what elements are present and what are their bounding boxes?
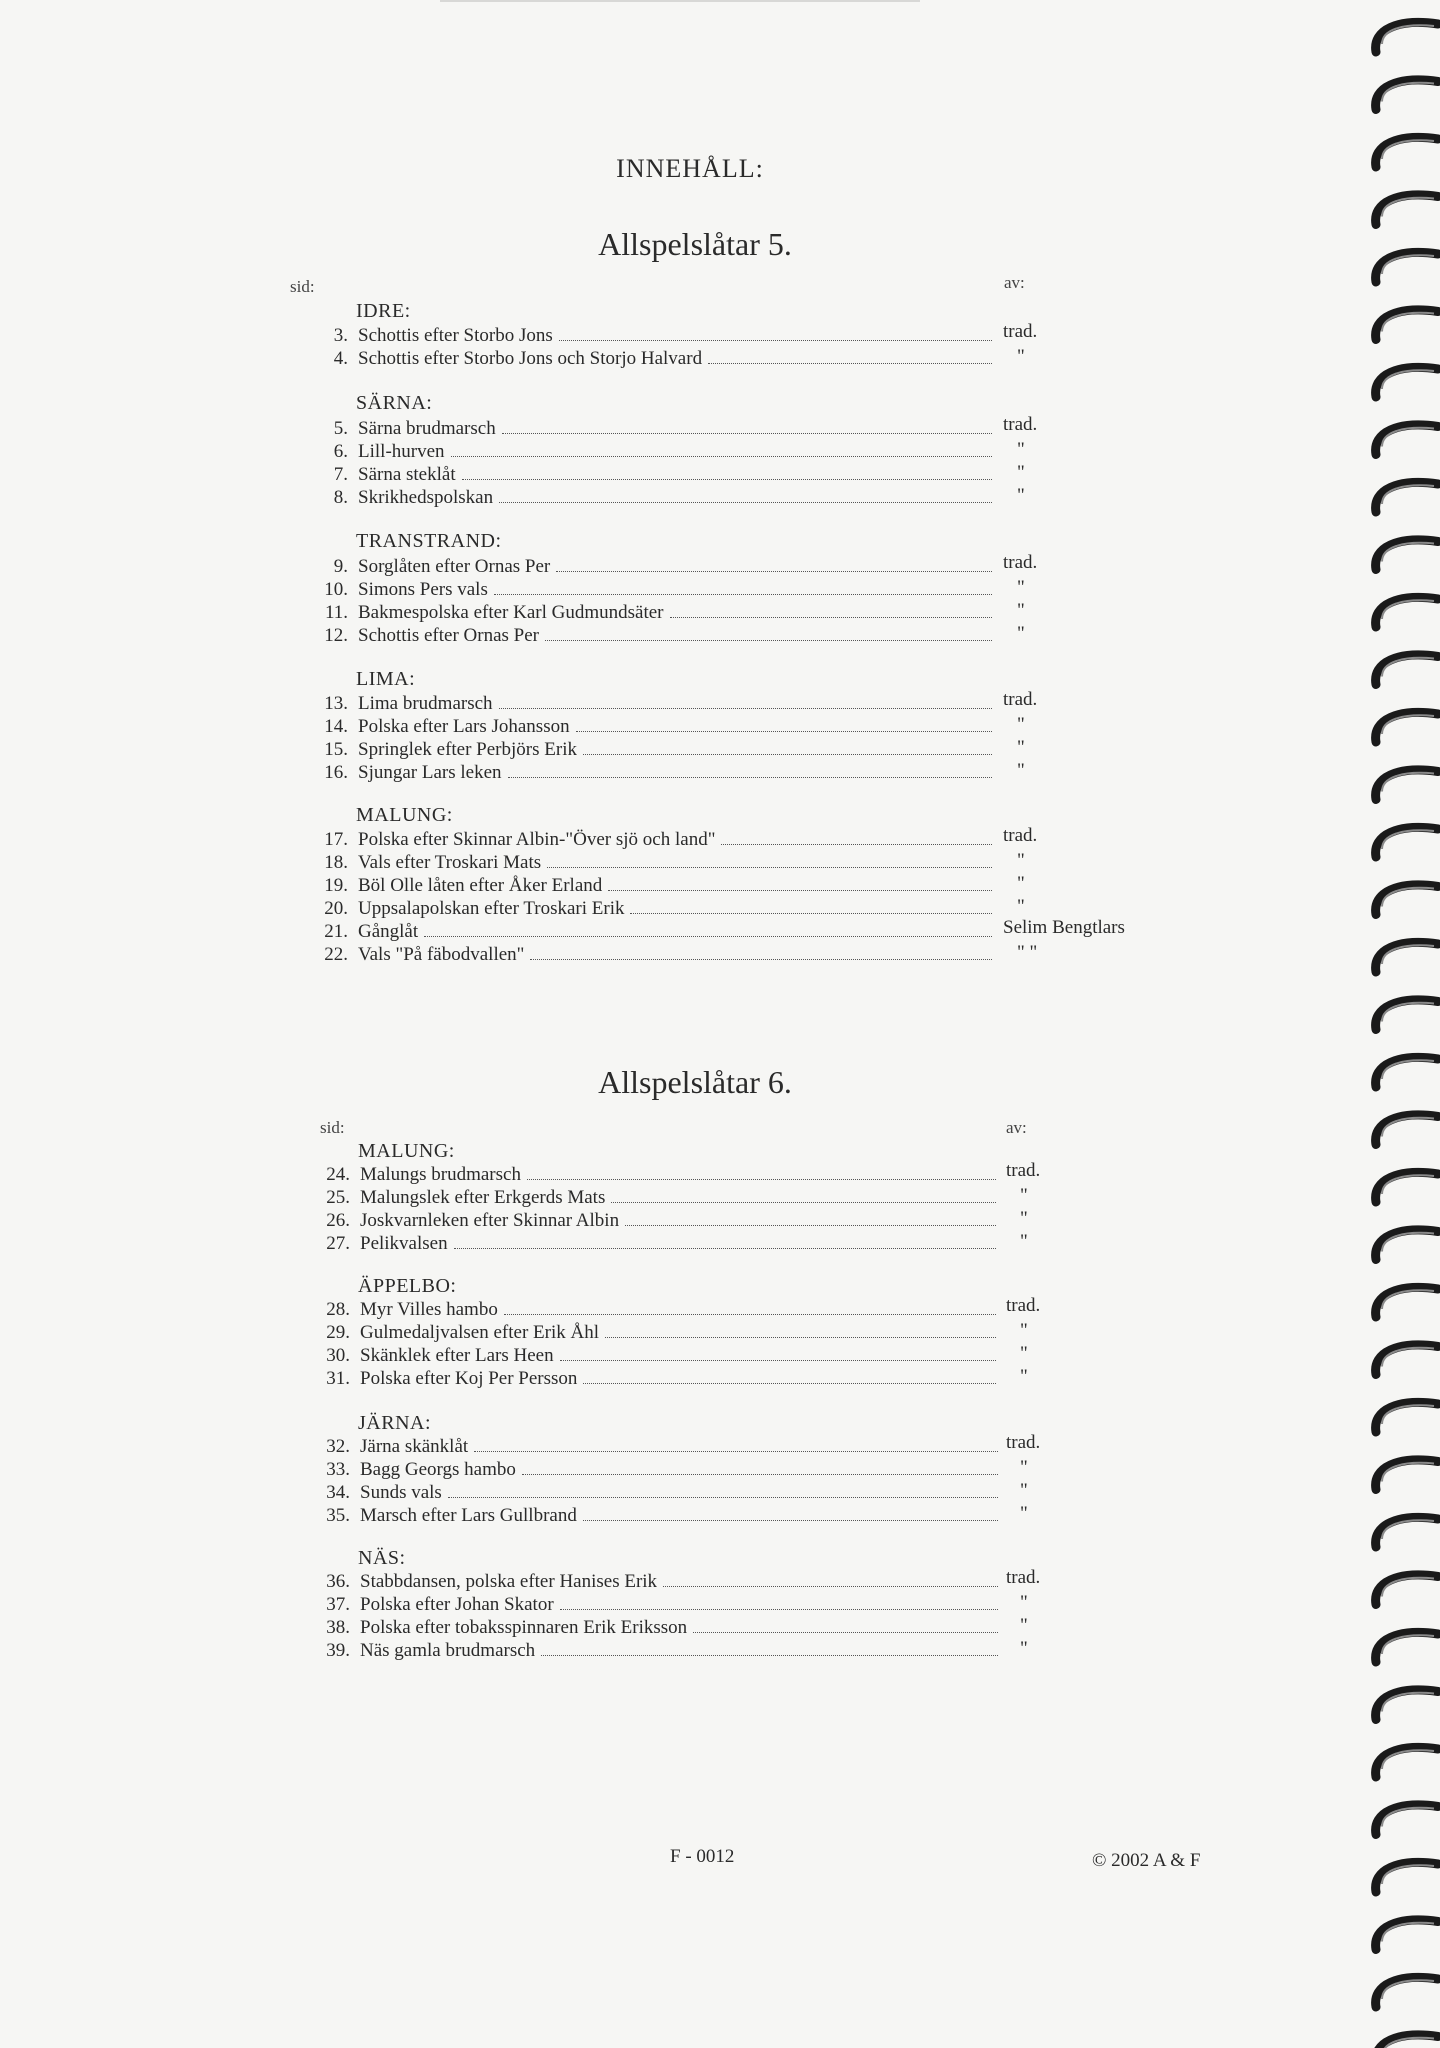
- dot-leader: [556, 571, 992, 572]
- page-number: 16.: [324, 762, 348, 783]
- tune-title-line: [360, 1481, 998, 1505]
- page-number: 29.: [326, 1322, 350, 1343]
- tune-title: Vals "På fäbodvallen": [358, 944, 525, 965]
- tune-title: Sunds vals: [360, 1482, 442, 1503]
- dot-leader: [527, 1179, 996, 1180]
- tune-title: Näs gamla brudmarsch: [360, 1640, 536, 1661]
- tune-title: Skänklek efter Lars Heen: [360, 1345, 554, 1366]
- dot-leader: [547, 867, 992, 868]
- contents-heading: INNEHÅLL:: [616, 154, 764, 183]
- region-heading: SÄRNA:: [356, 392, 433, 414]
- tune-title: Polska efter tobaksspinnaren Erik Eriksson: [360, 1617, 688, 1638]
- page-number: 27.: [326, 1233, 350, 1254]
- tune-title-line: [360, 1344, 996, 1368]
- page-number: 8.: [333, 487, 348, 508]
- page-number: 32.: [326, 1436, 350, 1457]
- tune-title: Pelikvalsen: [360, 1233, 448, 1254]
- tune-title: Gånglåt: [358, 921, 419, 942]
- dot-leader: [474, 1451, 998, 1452]
- toc-entry: [310, 486, 992, 510]
- tune-title: Polska efter Johan Skator: [360, 1594, 554, 1615]
- book-title: Allspelslåtar 6.: [598, 1064, 792, 1100]
- dot-leader: [499, 708, 992, 709]
- tune-title: Särna steklåt: [358, 464, 456, 485]
- page-number: 31.: [326, 1368, 350, 1389]
- tune-title: Polska efter Skinnar Albin-"Över sjö och land": [358, 829, 716, 850]
- attribution: ": [1020, 1503, 1028, 1524]
- tune-title: Vals efter Troskari Mats: [358, 852, 542, 873]
- tune-title-line: [360, 1435, 998, 1459]
- page-number: 38.: [326, 1617, 350, 1638]
- toc-entry: [310, 692, 992, 716]
- attribution: ": [1020, 1366, 1028, 1387]
- tune-title: Särna brudmarsch: [358, 418, 496, 439]
- attribution: ": [1017, 600, 1025, 621]
- tune-title-line: [360, 1639, 998, 1663]
- spiral-coil: [1376, 2035, 1438, 2048]
- tune-title-line: [358, 738, 992, 762]
- toc-entry: [310, 324, 992, 348]
- tune-title-line: [360, 1186, 996, 1210]
- region-heading: NÄS:: [358, 1547, 406, 1569]
- tune-title-line: [358, 624, 992, 648]
- attribution: ": [1017, 485, 1025, 506]
- page-number: 33.: [326, 1459, 350, 1480]
- tune-title: Joskvarnleken efter Skinnar Albin: [360, 1210, 620, 1231]
- attribution: ": [1017, 439, 1025, 460]
- av-column-label: av:: [1004, 273, 1025, 292]
- tune-title-line: [360, 1163, 996, 1187]
- page-number: 4.: [333, 348, 348, 369]
- tune-title-line: [358, 486, 992, 510]
- sid-column-label: sid:: [320, 1118, 345, 1137]
- toc-entry: [310, 347, 992, 371]
- page-number: 26.: [326, 1210, 350, 1231]
- tune-title: Lill-hurven: [358, 441, 445, 462]
- dot-leader: [451, 456, 992, 457]
- toc-entry: [312, 1435, 998, 1459]
- dot-leader: [502, 433, 992, 434]
- dot-leader: [448, 1497, 998, 1498]
- attribution: ": [1017, 462, 1025, 483]
- tune-title-line: [360, 1570, 998, 1594]
- toc-entry: [312, 1458, 998, 1482]
- tune-title: Schottis efter Ornas Per: [358, 625, 539, 646]
- region-heading: MALUNG:: [358, 1140, 455, 1162]
- attribution: ": [1020, 1457, 1028, 1478]
- spiral-binding: [1368, 0, 1440, 2048]
- tune-title-line: [358, 601, 992, 625]
- attribution: ": [1020, 1320, 1028, 1341]
- attribution: ": [1020, 1208, 1028, 1229]
- tune-title: Polska efter Lars Johansson: [358, 716, 570, 737]
- dot-leader: [508, 777, 992, 778]
- region-heading: LIMA:: [356, 668, 416, 690]
- tune-title-line: [358, 874, 992, 898]
- dot-leader: [605, 1337, 996, 1338]
- tune-title: Gulmedaljvalsen efter Erik Åhl: [360, 1322, 600, 1343]
- toc-entry: [310, 578, 992, 602]
- tune-title-line: [360, 1298, 996, 1322]
- tune-title-line: [358, 463, 992, 487]
- tune-title: Malungslek efter Erkgerds Mats: [360, 1187, 606, 1208]
- toc-entry: [310, 943, 992, 967]
- toc-entry: [310, 920, 992, 944]
- tune-title-line: [358, 828, 992, 852]
- attribution: trad.: [1006, 1432, 1041, 1453]
- tune-title: Schottis efter Storbo Jons: [358, 325, 553, 346]
- page-number: 9.: [333, 556, 348, 577]
- page-number: 5.: [333, 418, 348, 439]
- page-number: 37.: [326, 1594, 350, 1615]
- toc-entry: [312, 1321, 996, 1345]
- attribution: " ": [1017, 942, 1038, 963]
- dot-leader: [545, 640, 992, 641]
- page-number: 21.: [324, 921, 348, 942]
- attribution: trad.: [1006, 1567, 1041, 1588]
- tune-title: Sjungar Lars leken: [358, 762, 502, 783]
- page-number: 34.: [326, 1482, 350, 1503]
- tune-title-line: [358, 555, 992, 579]
- page-number: 14.: [324, 716, 348, 737]
- toc-entry: [310, 828, 992, 852]
- dot-leader: [560, 1360, 996, 1361]
- dot-leader: [499, 502, 992, 503]
- page-number: 3.: [333, 325, 348, 346]
- attribution: trad.: [1003, 552, 1038, 573]
- toc-entry: [310, 874, 992, 898]
- tune-title-line: [360, 1321, 996, 1345]
- toc-entry: [310, 417, 992, 441]
- dot-leader: [462, 479, 992, 480]
- tune-title: Lima brudmarsch: [358, 693, 493, 714]
- toc-entry: [312, 1298, 996, 1322]
- toc-entry: [310, 851, 992, 875]
- dot-leader: [663, 1586, 998, 1587]
- dot-leader: [693, 1632, 998, 1633]
- tune-title: Uppsalapolskan efter Troskari Erik: [358, 898, 625, 919]
- toc-entry: [312, 1232, 996, 1256]
- tune-title-line: [360, 1367, 996, 1391]
- attribution: ": [1017, 896, 1025, 917]
- tune-title: Myr Villes hambo: [360, 1299, 498, 1320]
- attribution: ": [1017, 873, 1025, 894]
- toc-entry: [310, 463, 992, 487]
- tune-title: Järna skänklåt: [360, 1436, 469, 1457]
- attribution: ": [1017, 577, 1025, 598]
- page-number: 20.: [324, 898, 348, 919]
- tune-title: Sorglåten efter Ornas Per: [358, 556, 551, 577]
- toc-entry: [312, 1481, 998, 1505]
- page-number: 25.: [326, 1187, 350, 1208]
- page-number: 6.: [333, 441, 348, 462]
- tune-title-line: [358, 715, 992, 739]
- region-heading: ÄPPELBO:: [358, 1275, 457, 1297]
- page-number: 19.: [324, 875, 348, 896]
- toc-entry: [310, 761, 992, 785]
- top-edge-line: [440, 0, 920, 2]
- toc-entry: [310, 440, 992, 464]
- page-number: 22.: [324, 944, 348, 965]
- page-number: 39.: [326, 1640, 350, 1661]
- toc-entry: [312, 1616, 998, 1640]
- dot-leader: [611, 1202, 996, 1203]
- toc-entry: [312, 1593, 998, 1617]
- attribution: ": [1017, 714, 1025, 735]
- toc-entry: [310, 624, 992, 648]
- attribution: ": [1020, 1480, 1028, 1501]
- tune-title: Bakmespolska efter Karl Gudmundsäter: [358, 602, 664, 623]
- tune-title-line: [358, 324, 992, 348]
- dot-leader: [541, 1655, 998, 1656]
- attribution: ": [1020, 1615, 1028, 1636]
- region-heading: TRANSTRAND:: [356, 530, 502, 552]
- page-number: 15.: [324, 739, 348, 760]
- tune-title: Schottis efter Storbo Jons och Storjo Halvard: [358, 348, 703, 369]
- tune-title-line: [360, 1504, 998, 1528]
- dot-leader: [670, 617, 993, 618]
- attribution: ": [1017, 737, 1025, 758]
- page-number: 17.: [324, 829, 348, 850]
- dot-leader: [560, 1609, 998, 1610]
- dot-leader: [424, 936, 992, 937]
- page-number: 10.: [324, 579, 348, 600]
- dot-leader: [494, 594, 992, 595]
- attribution: trad.: [1003, 414, 1038, 435]
- toc-entry: [312, 1570, 998, 1594]
- tune-title-line: [358, 692, 992, 716]
- toc-entry: [312, 1344, 996, 1368]
- dot-leader: [721, 844, 992, 845]
- attribution: ": [1017, 760, 1025, 781]
- toc-entry: [312, 1186, 996, 1210]
- av-column-label: av:: [1006, 1118, 1027, 1137]
- attribution: trad.: [1006, 1160, 1041, 1181]
- page-number: 28.: [326, 1299, 350, 1320]
- tune-title: Böl Olle låten efter Åker Erland: [358, 875, 603, 896]
- attribution: Selim Bengtlars: [1003, 917, 1125, 938]
- page-number: 35.: [326, 1505, 350, 1526]
- tune-title-line: [358, 943, 992, 967]
- tune-title: Malungs brudmarsch: [360, 1164, 521, 1185]
- tune-title-line: [358, 851, 992, 875]
- attribution: trad.: [1003, 321, 1038, 342]
- dot-leader: [708, 363, 992, 364]
- dot-leader: [630, 913, 992, 914]
- dot-leader: [625, 1225, 996, 1226]
- page-number: 7.: [333, 464, 348, 485]
- book-title: Allspelslåtar 5.: [598, 226, 792, 262]
- attribution: ": [1020, 1343, 1028, 1364]
- tune-title: Springlek efter Perbjörs Erik: [358, 739, 577, 760]
- page-number: 36.: [326, 1571, 350, 1592]
- copyright-notice: © 2002 A & F: [1092, 1850, 1201, 1871]
- tune-title-line: [360, 1593, 998, 1617]
- toc-entry: [310, 555, 992, 579]
- attribution: trad.: [1006, 1295, 1041, 1316]
- dot-leader: [583, 754, 992, 755]
- dot-leader: [583, 1383, 996, 1384]
- dot-leader: [608, 890, 992, 891]
- region-heading: JÄRNA:: [358, 1412, 432, 1434]
- toc-entry: [312, 1504, 998, 1528]
- tune-title: Skrikhedspolskan: [358, 487, 494, 508]
- page-number: 18.: [324, 852, 348, 873]
- dot-leader: [559, 340, 992, 341]
- tune-title-line: [358, 897, 992, 921]
- tune-title: Polska efter Koj Per Persson: [360, 1368, 578, 1389]
- page-number: 24.: [326, 1164, 350, 1185]
- dot-leader: [530, 959, 992, 960]
- attribution: ": [1017, 623, 1025, 644]
- tune-title-line: [358, 920, 992, 944]
- tune-title-line: [360, 1616, 998, 1640]
- tune-title-line: [358, 761, 992, 785]
- tune-title-line: [358, 347, 992, 371]
- toc-entry: [312, 1163, 996, 1187]
- tune-title-line: [360, 1209, 996, 1233]
- tune-title: Marsch efter Lars Gullbrand: [360, 1505, 577, 1526]
- attribution: ": [1020, 1231, 1028, 1252]
- page-number: 12.: [324, 625, 348, 646]
- catalog-code: F - 0012: [670, 1846, 735, 1867]
- dot-leader: [583, 1520, 998, 1521]
- toc-entry: [310, 738, 992, 762]
- dot-leader: [454, 1248, 996, 1249]
- tune-title: Bagg Georgs hambo: [360, 1459, 516, 1480]
- page-number: 13.: [324, 693, 348, 714]
- toc-entry: [312, 1209, 996, 1233]
- toc-entry: [310, 601, 992, 625]
- attribution: ": [1020, 1185, 1028, 1206]
- region-heading: MALUNG:: [356, 804, 453, 826]
- attribution: ": [1017, 346, 1025, 367]
- toc-entry: [310, 715, 992, 739]
- tune-title-line: [358, 440, 992, 464]
- tune-title: Stabbdansen, polska efter Hanises Erik: [360, 1571, 658, 1592]
- attribution: ": [1020, 1592, 1028, 1613]
- page-number: 11.: [324, 602, 348, 623]
- attribution: trad.: [1003, 689, 1038, 710]
- attribution: trad.: [1003, 825, 1038, 846]
- toc-entry: [312, 1367, 996, 1391]
- dot-leader: [504, 1314, 996, 1315]
- region-heading: IDRE:: [356, 300, 411, 322]
- tune-title-line: [360, 1232, 996, 1256]
- toc-entry: [310, 897, 992, 921]
- toc-entry: [312, 1639, 998, 1663]
- dot-leader: [522, 1474, 998, 1475]
- attribution: ": [1020, 1638, 1028, 1659]
- sid-column-label: sid:: [290, 277, 315, 296]
- dot-leader: [576, 731, 992, 732]
- tune-title-line: [358, 417, 992, 441]
- tune-title-line: [358, 578, 992, 602]
- tune-title: Simons Pers vals: [358, 579, 488, 600]
- tune-title-line: [360, 1458, 998, 1482]
- attribution: ": [1017, 850, 1025, 871]
- page-number: 30.: [326, 1345, 350, 1366]
